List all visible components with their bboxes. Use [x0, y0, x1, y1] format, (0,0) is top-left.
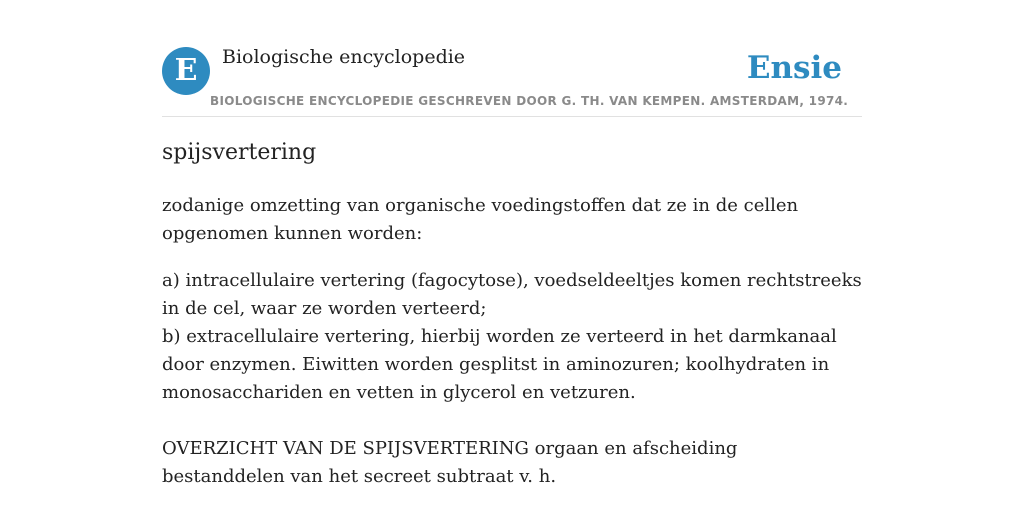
definition-list	[162, 267, 862, 491]
list-item-a: a) intracellulaire vertering (fagocytose), voedseldeeltjes komen rechtstreeks in de cel, waar ze worden verteerd;	[162, 270, 862, 319]
headword-title: spijsvertering	[162, 140, 317, 165]
spacer	[162, 407, 862, 435]
source-logo[interactable]: E	[162, 47, 210, 95]
source-description: BIOLOGISCHE ENCYCLOPEDIE GESCHREVEN DOOR G. TH. VAN KEMPEN. AMSTERDAM, 1974.	[210, 94, 849, 108]
article-body	[162, 192, 862, 491]
source-title-link[interactable]: Biologische encyclopedie	[222, 46, 466, 68]
list-item-b: b) extracellulaire vertering, hierbij worden ze verteerd in het darmkanaal door enzymen. Eiwitten worden gesplitst in aminozuren; koolhydraten in monosacchariden en vetten in glycerol en vetzuren.	[162, 326, 837, 403]
source-header	[162, 44, 862, 117]
definition-paragraph: zodanige omzetting van organische voedingstoffen dat ze in de cellen opgenomen kunnen worden:	[162, 195, 799, 244]
overview-text: OVERZICHT VAN DE SPIJSVERTERING orgaan en afscheiding bestanddelen van het secreet subtraat v. h.	[162, 438, 738, 487]
ensie-brand-logo[interactable]: Ensie	[746, 50, 842, 86]
